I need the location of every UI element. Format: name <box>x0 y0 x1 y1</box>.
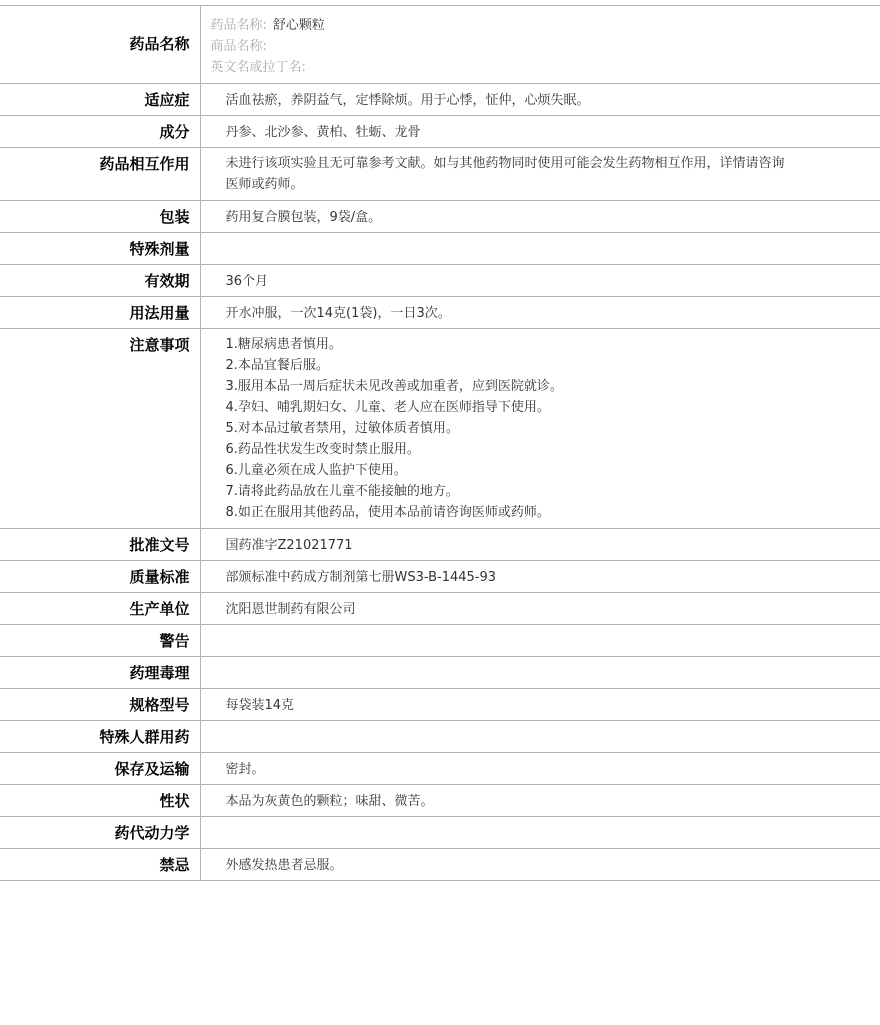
precaution-item: 8.如正在服用其他药品，使用本品前请咨询医师或药师。 <box>226 502 880 523</box>
row-value: 沈阳恩世制药有限公司 <box>200 593 880 625</box>
row-label: 适应症 <box>0 84 200 116</box>
row-value <box>200 657 880 689</box>
row-label: 特殊剂量 <box>0 233 200 265</box>
row-manufacturer <box>0 593 880 625</box>
trade-name-label: 商品名称: <box>211 39 267 54</box>
latin-name-line <box>211 57 880 78</box>
precaution-item: 7.请将此药品放在儿童不能接触的地方。 <box>226 481 880 502</box>
generic-name-label: 药品名称: <box>211 18 267 33</box>
generic-name-value: 舒心颗粒 <box>273 18 325 33</box>
row-label: 特殊人群用药 <box>0 721 200 753</box>
row-label: 成分 <box>0 116 200 148</box>
row-label: 警告 <box>0 625 200 657</box>
row-value: 36个月 <box>200 265 880 297</box>
drug-info-table <box>0 5 880 881</box>
precaution-item: 1.糖尿病患者慎用。 <box>226 334 880 355</box>
row-warning <box>0 625 880 657</box>
row-label: 禁忌 <box>0 849 200 881</box>
row-label: 药理毒理 <box>0 657 200 689</box>
precaution-item: 4.孕妇、哺乳期妇女、儿童、老人应在医师指导下使用。 <box>226 397 880 418</box>
row-value <box>200 329 880 529</box>
row-special-dose <box>0 233 880 265</box>
row-value: 开水冲服，一次14克(1袋)，一日3次。 <box>200 297 880 329</box>
row-value: 本品为灰黄色的颗粒；味甜、微苦。 <box>200 785 880 817</box>
row-label: 有效期 <box>0 265 200 297</box>
row-toxicology <box>0 657 880 689</box>
row-standard <box>0 561 880 593</box>
row-label: 药代动力学 <box>0 817 200 849</box>
row-ingredients <box>0 116 880 148</box>
precaution-item: 5.对本品过敏者禁用，过敏体质者慎用。 <box>226 418 880 439</box>
name-fields <box>200 6 880 84</box>
row-spec <box>0 689 880 721</box>
row-usage <box>0 297 880 329</box>
row-label: 批准文号 <box>0 529 200 561</box>
row-indication <box>0 84 880 116</box>
row-precautions <box>0 329 880 529</box>
row-value: 活血祛瘀，养阴益气，定悸除烦。用于心悸，怔仲，心烦失眠。 <box>200 84 880 116</box>
latin-name-label: 英文名或拉丁名: <box>211 60 306 75</box>
row-label: 生产单位 <box>0 593 200 625</box>
row-value <box>200 817 880 849</box>
trade-name-line <box>211 36 880 57</box>
interaction-text: 未进行该项实验且无可靠参考文献。如与其他药物同时使用可能会发生药物相互作用，详情请咨询医师或药师。 <box>226 153 791 195</box>
row-value <box>200 625 880 657</box>
row-label: 质量标准 <box>0 561 200 593</box>
row-label: 规格型号 <box>0 689 200 721</box>
row-validity <box>0 265 880 297</box>
row-value: 外感发热患者忌服。 <box>200 849 880 881</box>
row-value <box>200 721 880 753</box>
row-special-groups <box>0 721 880 753</box>
row-value: 丹参、北沙参、黄柏、牡蛎、龙骨 <box>200 116 880 148</box>
row-label: 药品名称 <box>0 6 200 84</box>
row-drug-name <box>0 6 880 84</box>
row-value: 部颁标准中药成方制剂第七册WS3-B-1445-93 <box>200 561 880 593</box>
row-value: 国药准字Z21021771 <box>200 529 880 561</box>
row-label: 保存及运输 <box>0 753 200 785</box>
row-storage <box>0 753 880 785</box>
row-value <box>200 148 880 201</box>
precaution-item: 6.药品性状发生改变时禁止服用。 <box>226 439 880 460</box>
row-value: 密封。 <box>200 753 880 785</box>
row-value <box>200 233 880 265</box>
row-label: 注意事项 <box>0 329 200 529</box>
row-interaction <box>0 148 880 201</box>
precaution-item: 3.服用本品一周后症状未见改善或加重者，应到医院就诊。 <box>226 376 880 397</box>
row-value: 药用复合膜包装，9袋/盒。 <box>200 201 880 233</box>
row-approval <box>0 529 880 561</box>
row-label: 包装 <box>0 201 200 233</box>
row-contraindications <box>0 849 880 881</box>
row-label: 用法用量 <box>0 297 200 329</box>
row-value: 每袋装14克 <box>200 689 880 721</box>
precaution-item: 2.本品宜餐后服。 <box>226 355 880 376</box>
row-packaging <box>0 201 880 233</box>
row-label: 性状 <box>0 785 200 817</box>
precaution-item: 6.儿童必须在成人监护下使用。 <box>226 460 880 481</box>
row-label: 药品相互作用 <box>0 148 200 201</box>
generic-name-line <box>211 15 880 36</box>
row-pharmacokinetics <box>0 817 880 849</box>
row-appearance <box>0 785 880 817</box>
